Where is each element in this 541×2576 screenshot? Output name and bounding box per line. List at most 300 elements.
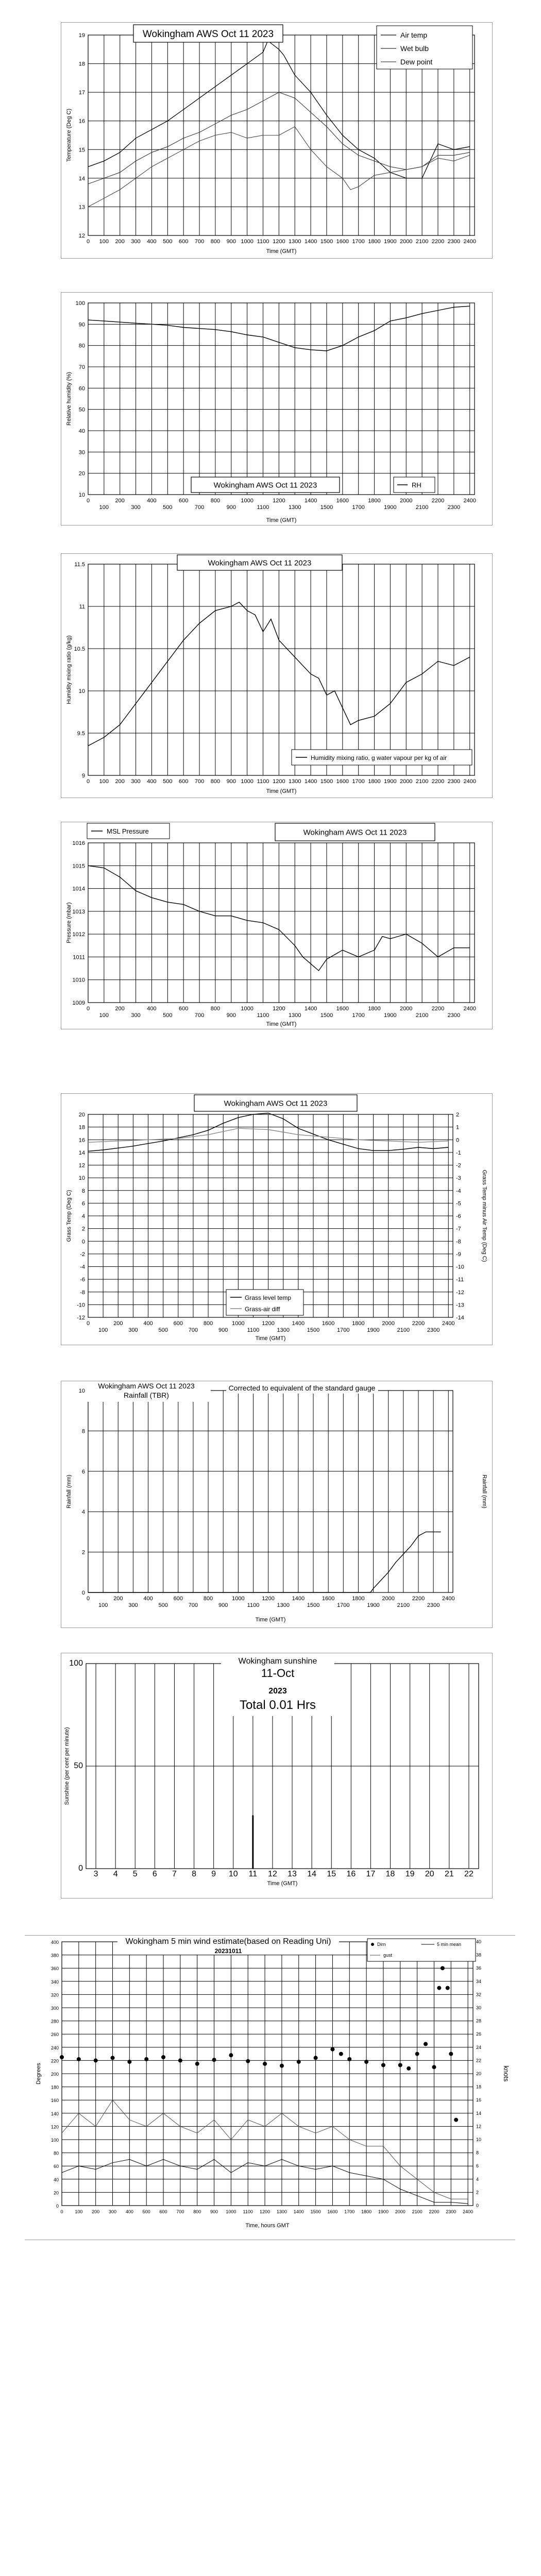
x-tick-label: 2200 [431,239,445,245]
x-tick-label: 1700 [352,778,365,785]
y-tick-label: 80 [53,2150,59,2156]
x-tick-label: 1800 [368,1006,381,1012]
x-tick-label: 700 [188,1602,198,1608]
y-tick-label: 80 [78,343,85,349]
x-tick-label: 800 [193,2209,201,2214]
legend-label: gust [383,1953,393,1958]
x-tick-label: 600 [179,778,189,785]
x-tick-label: 1400 [292,1596,305,1602]
y-right-tick-label: -4 [456,1188,461,1194]
y-right-tick-label: 26 [476,2031,482,2037]
x-tick-label: 400 [125,2209,133,2214]
x-tick-label: 300 [109,2209,117,2214]
x-tick-label: 500 [163,1012,173,1019]
y-tick-label: 11 [79,604,85,610]
chart-panel-pressure [61,822,493,1029]
y-right-tick-label: 18 [476,2084,482,2090]
x-tick-label: 2300 [427,1602,440,1608]
x-tick-label: 1400 [304,239,317,245]
y-right-tick-label: 32 [476,1992,482,1997]
y-right-tick-label: -12 [456,1289,464,1296]
x-tick-label: 3 [93,1870,98,1878]
direction-point [246,2059,250,2063]
y-tick-label: 400 [50,1940,59,1945]
y-tick-label: 380 [50,1953,59,1958]
x-tick-label: 700 [194,1012,205,1019]
x-tick-label: 2000 [400,239,413,245]
chart-title: Wokingham AWS Oct 11 2023 [98,1382,195,1390]
y-right-tick-label: 6 [476,2163,479,2169]
y-tick-label: 10 [78,1388,85,1394]
y-right-tick-label: 4 [476,2176,479,2182]
x-tick-label: 1300 [288,1012,301,1019]
x-tick-label: 2200 [431,778,445,785]
x-tick-label: 900 [210,2209,218,2214]
x-tick-label: 1900 [367,1327,380,1333]
x-tick-label: 500 [158,1327,168,1333]
y-right-tick-label: 2 [476,2190,479,2195]
y-tick-label: 200 [50,2072,59,2077]
chart-title: Wokingham AWS Oct 11 2023 [142,28,274,40]
x-tick-label: 0 [86,498,90,504]
x-tick-label: 5 [132,1870,138,1878]
x-tick-label: 2000 [395,2209,405,2214]
x-tick-label: 1000 [232,1320,245,1327]
x-tick-label: 1600 [322,1320,335,1327]
x-tick-label: 1500 [307,1327,320,1333]
direction-point [212,2058,216,2062]
legend-label: Grass level temp [245,1294,292,1301]
direction-point [407,2066,411,2071]
y-tick-label: 20 [53,2190,59,2196]
x-tick-label: 700 [188,1327,198,1333]
x-tick-label: 2100 [397,1602,410,1608]
y-tick-label: 12 [78,233,85,239]
x-tick-label: 1600 [327,2209,338,2214]
legend-label: Air temp [400,31,428,39]
x-tick-label: 1400 [304,778,317,785]
x-tick-label: 6 [152,1870,157,1878]
x-tick-label: 400 [143,1320,153,1327]
chart-svg-sunshine [61,1653,492,1898]
y-right-tick-label: 20 [476,2071,482,2076]
x-tick-label: 18 [385,1870,395,1878]
y-tick-label: -4 [80,1264,85,1270]
x-tick-label: 1500 [320,504,333,511]
y-tick-label: 8 [81,1428,85,1435]
x-tick-label: 1300 [277,1602,290,1608]
legend-label: Humidity mixing ratio, g water vapour per kg of air [311,754,447,761]
legend-label: MSL Pressure [107,827,149,835]
x-tick-label: 1300 [288,778,301,785]
y-right-tick-label: 40 [476,1939,482,1944]
x-tick-label: 1800 [368,498,381,504]
y-axis-label: Grass Temp (Deg C) [66,1190,72,1242]
y-right-axis-label: Rainfall (mm) [481,1475,487,1509]
x-tick-label: 1100 [257,778,269,785]
y-right-tick-label: 8 [476,2150,479,2156]
x-tick-label: 400 [147,239,157,245]
x-tick-label: 600 [179,1006,189,1012]
gridlines [62,1942,473,2206]
x-tick-label: 2400 [463,778,476,785]
x-tick-label: 2000 [400,778,413,785]
y-right-tick-label: 36 [476,1965,482,1971]
y-tick-label: 1010 [72,977,85,984]
direction-point [144,2057,148,2061]
y-tick-label: 0 [78,1864,83,1873]
chart-note: Corrected to equivalent of the standard gauge [228,1384,376,1392]
y-right-tick-label: -8 [456,1239,461,1245]
x-tick-label: 1000 [232,1596,245,1602]
x-tick-label: 2400 [442,1320,455,1327]
x-tick-label: 2400 [463,2209,474,2214]
y-tick-label: -12 [77,1315,85,1321]
x-tick-label: 2000 [400,1006,413,1012]
y-tick-label: 1014 [72,886,85,892]
x-tick-label: 1400 [304,1006,317,1012]
y-tick-label: 6 [81,1468,85,1475]
chart-svg-pressure [61,822,492,1029]
y-right-tick-label: -14 [456,1315,464,1321]
y-tick-label: 9.5 [77,731,85,737]
y-tick-label: 90 [78,321,85,328]
y-right-tick-label: 2 [456,1112,460,1118]
y-tick-label: 16 [78,1137,85,1144]
x-tick-label: 600 [179,239,189,245]
x-tick-label: 21 [444,1870,454,1878]
x-tick-label: 500 [163,504,173,511]
x-tick-label: 7 [172,1870,177,1878]
y-tick-label: 20 [78,470,85,477]
x-tick-label: 1900 [384,778,397,785]
x-tick-label: 800 [203,1320,213,1327]
x-tick-label: 200 [115,239,125,245]
direction-point [111,2056,115,2060]
x-tick-label: 300 [131,778,141,785]
x-tick-label: 300 [128,1327,138,1333]
x-tick-label: 500 [142,2209,150,2214]
y-right-tick-label: 16 [476,2097,482,2103]
y-right-tick-label: 1 [456,1124,460,1131]
direction-point [364,2060,368,2064]
y-tick-label: 260 [50,2032,59,2038]
y-tick-label: 1011 [73,954,85,961]
y-tick-label: 10 [78,492,85,498]
y-tick-label: 360 [50,1966,59,1972]
direction-point [415,2052,419,2056]
y-tick-label: 14 [78,1149,85,1156]
x-tick-label: 2300 [446,2209,457,2214]
x-tick-label: 800 [210,778,221,785]
x-tick-label: 11 [248,1870,258,1878]
y-tick-label: -10 [77,1302,85,1309]
x-tick-label: 400 [147,778,157,785]
direction-point [449,2052,453,2056]
x-tick-label: 1000 [241,778,253,785]
x-tick-label: 200 [92,2209,100,2214]
x-tick-label: 12 [268,1870,277,1878]
x-tick-label: 1500 [307,1602,320,1608]
chart-svg-temperature [61,23,492,258]
chart-svg-grass-temp [61,1094,492,1345]
y-axis-label: Sunshine (per cent per minute) [64,1727,70,1805]
x-tick-label: 1300 [288,239,301,245]
chart-date: 20231011 [214,1947,242,1955]
y-tick-label: 40 [78,428,85,434]
y-tick-label: 160 [50,2098,59,2104]
x-tick-label: 1700 [344,2209,355,2214]
x-tick-label: 900 [226,1012,236,1019]
x-axis-label: Time, hours GMT [245,2223,290,2229]
y-tick-label: 11.5 [74,562,85,568]
y-tick-label: 10 [78,688,85,694]
y-right-tick-label: -1 [456,1149,461,1156]
y-axis-label: Temperature (Deg C) [66,108,72,162]
y-tick-label: 1016 [72,840,85,846]
x-tick-label: 1200 [260,2209,270,2214]
x-tick-label: 13 [288,1870,297,1878]
y-right-tick-label: 28 [476,2018,482,2024]
x-tick-label: 2400 [442,1596,455,1602]
x-tick-label: 1000 [226,2209,236,2214]
y-tick-label: 60 [78,385,85,392]
direction-point [229,2053,233,2057]
x-tick-label: 100 [99,778,109,785]
y-axis-label: Humidity mixing ratio (g/kg) [66,635,72,704]
x-tick-label: 15 [327,1870,336,1878]
plot-area [88,843,475,1003]
x-tick-label: 2100 [397,1327,410,1333]
legend-label: Dew point [400,58,433,66]
x-tick-label: 100 [99,1012,109,1019]
x-tick-label: 2400 [463,239,476,245]
x-tick-label: 4 [113,1870,118,1878]
x-tick-label: 800 [210,498,221,504]
chart-title: Wokingham 5 min wind estimate(based on Reading Uni) [125,1937,331,1946]
chart-panel-temperature [61,22,493,259]
x-axis-label: Time (GMT) [266,1021,297,1027]
x-tick-label: 1500 [310,2209,321,2214]
x-tick-label: 0 [86,1596,90,1602]
x-axis-label: Time (GMT) [266,517,297,523]
y-tick-label: 10 [78,1175,85,1182]
x-tick-label: 800 [210,239,221,245]
y-tick-label: 50 [74,1761,83,1770]
x-tick-label: 2200 [412,1320,425,1327]
chart-panel-sunshine [61,1653,493,1899]
x-tick-label: 600 [173,1320,183,1327]
x-tick-label: 10 [228,1870,238,1878]
x-tick-label: 1500 [320,239,333,245]
y-tick-label: 6 [81,1200,85,1207]
y-right-tick-label: -5 [456,1200,461,1207]
x-tick-label: 500 [158,1602,168,1608]
legend-label: Dirn [377,1942,386,1947]
x-tick-label: 1200 [273,239,285,245]
y-tick-label: 12 [78,1162,85,1169]
x-tick-label: 1400 [292,1320,305,1327]
legend-label: Wet bulb [400,44,429,53]
direction-point [314,2056,318,2060]
sunshine-bar [252,1816,253,1869]
x-tick-label: 900 [226,504,236,511]
direction-point [280,2064,284,2068]
x-tick-label: 1600 [322,1596,335,1602]
x-tick-label: 200 [113,1320,123,1327]
y-right-tick-label: -9 [456,1251,461,1258]
y-tick-label: 220 [50,2058,59,2064]
x-tick-label: 2400 [463,1006,476,1012]
direction-point [127,2060,131,2064]
x-tick-label: 19 [405,1870,415,1878]
y-right-tick-label: 0 [476,2203,479,2208]
x-tick-label: 1700 [352,504,365,511]
y-right-tick-label: -2 [456,1162,461,1169]
direction-point [347,2057,351,2061]
x-tick-label: 0 [86,1320,90,1327]
legend-swatch [371,1943,374,1946]
x-axis-label: Time (GMT) [266,788,297,794]
x-tick-label: 100 [98,1327,108,1333]
x-tick-label: 600 [159,2209,167,2214]
x-tick-label: 8 [192,1870,197,1878]
y-right-tick-label: -7 [456,1226,461,1232]
x-tick-label: 1800 [352,1320,365,1327]
x-tick-label: 1600 [336,498,349,504]
x-tick-label: 2200 [429,2209,439,2214]
x-tick-label: 1400 [304,498,317,504]
x-tick-label: 300 [131,1012,141,1019]
x-tick-label: 1200 [273,1006,285,1012]
y-right-tick-label: 22 [476,2058,482,2063]
x-tick-label: 2400 [463,498,476,504]
x-tick-label: 600 [173,1596,183,1602]
y-right-tick-label: 34 [476,1978,482,1984]
x-tick-label: 1500 [320,1012,333,1019]
y-right-tick-label: 10 [476,2137,482,2142]
y-right-tick-label: 24 [476,2044,482,2050]
y-tick-label: -8 [80,1289,85,1296]
x-tick-label: 200 [113,1596,123,1602]
y-tick-label: 60 [53,2164,59,2170]
direction-point [437,1986,441,1990]
y-right-axis-label: knots [502,2065,510,2082]
chart-panel-mixing-ratio [61,553,493,798]
y-tick-label: 16 [78,118,85,125]
x-tick-label: 0 [86,1006,90,1012]
chart-title: Wokingham AWS Oct 11 2023 [303,828,407,837]
x-tick-label: 200 [115,778,125,785]
y-right-tick-label: -13 [456,1302,464,1309]
chart-panel-grass-temp [61,1093,493,1345]
x-tick-label: 1800 [361,2209,372,2214]
chart-panel-wind [25,1935,515,2240]
y-tick-label: 0 [81,1590,85,1596]
x-tick-label: 2200 [431,498,445,504]
x-tick-label: 1100 [257,1012,269,1019]
y-tick-label: 15 [78,147,85,154]
x-tick-label: 800 [210,1006,221,1012]
x-tick-label: 22 [464,1870,474,1878]
chart-title: Wokingham sunshine [238,1657,317,1666]
y-tick-label: 4 [81,1509,85,1516]
chart-svg-wind [25,1936,515,2240]
y-tick-label: 13 [78,204,85,211]
legend-label: RH [412,481,421,489]
x-tick-label: 2100 [415,778,429,785]
direction-point [178,2058,182,2062]
y-tick-label: 14 [78,175,85,182]
y-tick-label: 17 [78,90,85,96]
x-tick-label: 0 [86,778,90,785]
direction-point [161,2055,165,2059]
y-tick-label: 18 [78,61,85,67]
y-tick-label: 1013 [72,908,85,915]
y-tick-label: 100 [69,1659,83,1668]
y-right-tick-label: -6 [456,1213,461,1219]
y-tick-label: 300 [50,2006,59,2011]
y-right-tick-label: -3 [456,1175,461,1182]
x-tick-label: 100 [99,504,109,511]
chart-svg-humidity [61,293,492,525]
x-tick-label: 700 [176,2209,184,2214]
x-tick-label: 1700 [337,1602,350,1608]
x-tick-label: 2300 [447,239,461,245]
plot-area [88,1391,453,1592]
y-axis-label: Rainfall (mm) [66,1475,72,1509]
x-tick-label: 2000 [400,498,413,504]
y-axis-label: Pressure (mbar) [66,902,72,943]
x-axis-label: Time (GMT) [267,1880,298,1887]
y-right-tick-label: 30 [476,2005,482,2010]
x-tick-label: 1900 [367,1602,380,1608]
y-tick-label: -2 [80,1251,85,1258]
x-tick-label: 1100 [243,2209,253,2214]
direction-point [381,2063,385,2067]
y-right-tick-label: 12 [476,2124,482,2129]
x-tick-label: 1100 [247,1327,260,1333]
x-tick-label: 1200 [273,498,285,504]
x-tick-label: 0 [86,239,90,245]
x-tick-label: 2300 [447,1012,461,1019]
x-tick-label: 2000 [382,1596,395,1602]
x-tick-label: 1800 [352,1596,365,1602]
x-tick-label: 700 [194,504,205,511]
x-tick-label: 1700 [352,1012,365,1019]
x-tick-label: 600 [179,498,189,504]
x-tick-label: 1800 [368,778,381,785]
x-tick-label: 1000 [241,498,253,504]
x-tick-label: 20 [425,1870,434,1878]
x-tick-label: 2100 [415,1012,429,1019]
x-tick-label: 100 [99,239,109,245]
chart-title: Wokingham AWS Oct 11 2023 [224,1099,328,1108]
direction-point [424,2042,428,2046]
x-tick-label: 2300 [447,504,461,511]
y-tick-label: 0 [56,2204,59,2209]
x-tick-label: 2200 [412,1596,425,1602]
x-tick-label: 1300 [276,2209,287,2214]
x-tick-label: 2300 [427,1327,440,1333]
x-tick-label: 1000 [241,239,253,245]
y-tick-label: 0 [81,1239,85,1245]
x-tick-label: 900 [218,1602,228,1608]
x-tick-label: 900 [218,1327,228,1333]
x-tick-label: 300 [128,1602,138,1608]
x-tick-label: 1200 [262,1596,275,1602]
x-tick-label: 1600 [336,239,349,245]
